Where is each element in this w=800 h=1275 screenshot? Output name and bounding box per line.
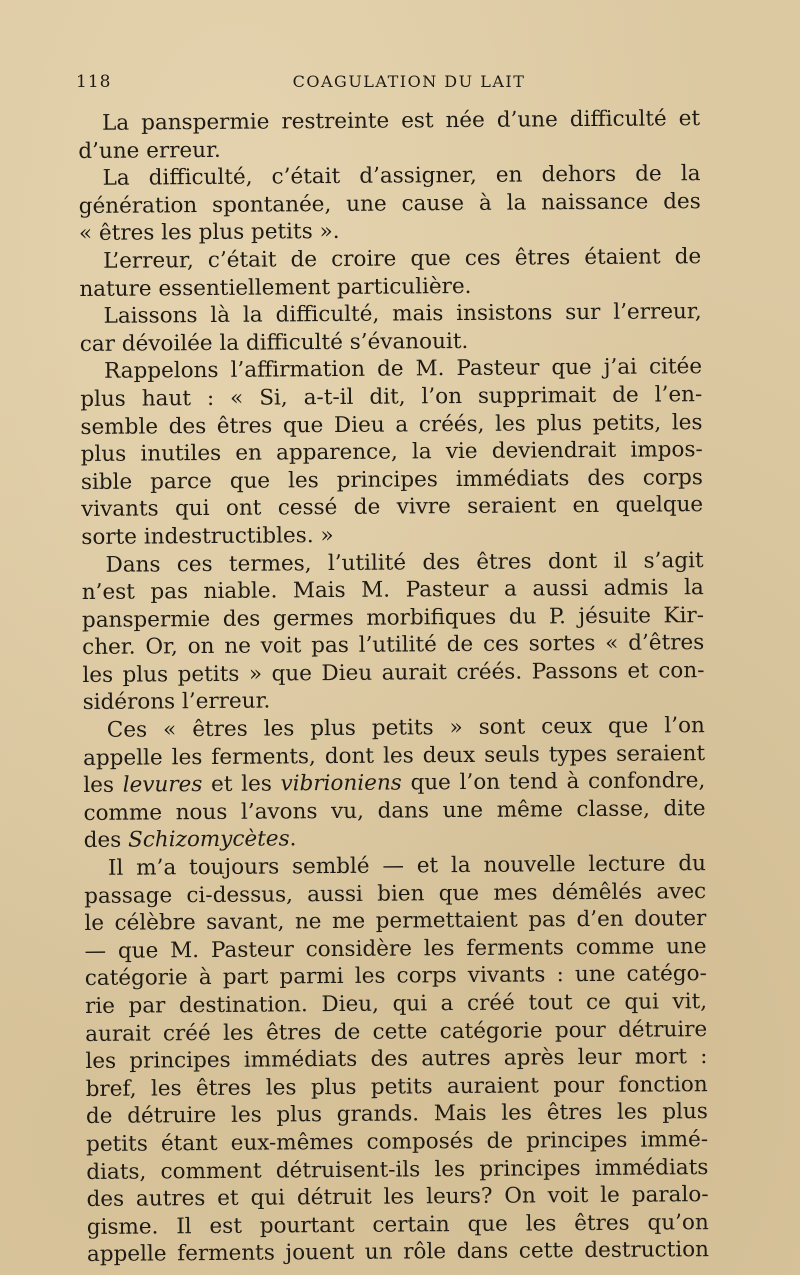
text-line: Ces « êtres les plus petits » sont ceux que l’on: [106, 713, 705, 743]
text-line: La difficulté, c’était d’assigner, en dehors de la: [102, 161, 701, 191]
text-line: appelle les ferments, dont les deux seuls types seraient: [82, 740, 706, 771]
text-line: — que M. Pasteur considère les ferments comme une: [84, 933, 707, 964]
text-line: cher. Or, on ne voit pas l’utilité de ces sortes « d’êtres: [82, 630, 705, 661]
text-line: appelle ferments jouent un rôle dans cette destruction: [86, 1237, 710, 1268]
italic-term: Schizomycètes: [128, 826, 290, 854]
text-line: plus inutiles en apparence, la vie deviendrait impos-: [80, 437, 703, 468]
text-line: « êtres les plus petits ».: [78, 219, 340, 247]
text-line: gisme. Il est pourtant certain que les êtres qu’on: [86, 1209, 709, 1240]
text-line: sible parce que les principes immédiats des corps: [80, 464, 704, 495]
text-line: Dans ces termes, l’utilité des êtres dont il s’agit: [105, 547, 704, 578]
page-number: 118: [76, 72, 112, 92]
text-line: Il m’a toujours semblé — et la nouvelle lecture du: [107, 851, 707, 881]
text-line: des autres et qui détruit les leurs? On voit le paralo-: [86, 1182, 709, 1213]
text-line: bref, les êtres les plus petits auraient pour fonction: [85, 1071, 708, 1102]
text-line: sorte indestructibles. »: [81, 522, 334, 550]
body-text: [78, 105, 709, 1269]
text-line: L’erreur, c’était de croire que ces êtres étaient de: [103, 244, 702, 274]
text-line: le célèbre savant, ne me permettaient pas d’en douter: [84, 906, 707, 937]
text-line: n’est pas niable. Mais M. Pasteur a aussi admis la: [81, 575, 704, 606]
text-line: sidérons l’erreur.: [82, 688, 271, 716]
text-line: les principes immédiats des autres après leur mort :: [85, 1044, 708, 1075]
text-line: aurait créé les êtres de cette catégorie pour détruire: [85, 1016, 708, 1047]
text-line: génération spontanée, une cause à la naissance des: [78, 188, 701, 219]
text-line: comme nous l’avons vu, dans une même classe, dite: [83, 795, 706, 826]
page-header: [76, 72, 702, 98]
text-line: La panspermie restreinte est née d’une difficulté et: [102, 106, 701, 136]
text-line: rie par destination. Dieu, qui a créé tout ce qui vit,: [84, 989, 708, 1019]
text-line: nature essentiellement particulière.: [79, 273, 472, 302]
text-line: semble des êtres que Dieu a créés, les plus petits, les: [80, 409, 703, 440]
text-line: petits étant eux-mêmes composés de principes immé-: [86, 1127, 709, 1157]
text-line: de détruire les plus grands. Mais les êtres les plus: [85, 1099, 708, 1130]
italic-term: vibrioniens: [280, 770, 402, 797]
text-line: catégorie à part parmi les corps vivants : une catégo-: [84, 961, 707, 992]
text-line: Laissons là la difficulté, mais insistons sur l’erreur,: [103, 299, 702, 329]
italic-term: levures: [122, 772, 203, 798]
running-head: COAGULATION DU LAIT: [292, 72, 526, 91]
text-line: panspermie des germes morbifiques du P. jésuite Kir-: [81, 602, 705, 633]
text-line-with-italics: les levures et les vibrioniens que l’on tend à confondre,: [83, 768, 706, 799]
text-line: car dévoilée la difficulté s’évanouit.: [79, 328, 469, 357]
text-line: d’une erreur.: [78, 137, 221, 164]
text-line: plus haut : « Si, a-t-il dit, l’on supprimait de l’en-: [80, 382, 703, 412]
text-line-with-italics: des Schizomycètes.: [83, 826, 297, 854]
text-line: diats, comment détruisent-ils les principes immédiats: [86, 1154, 709, 1185]
text-line: passage ci-dessus, aussi bien que mes démêlés avec: [84, 878, 707, 909]
text-line: vivants qui ont cessé de vivre seraient en quelque: [81, 492, 704, 523]
text-line: Rappelons l’affirmation de M. Pasteur que j’ai citée: [103, 354, 703, 385]
text-line: les plus petits » que Dieu aurait créés. Passons et con-: [82, 657, 705, 688]
